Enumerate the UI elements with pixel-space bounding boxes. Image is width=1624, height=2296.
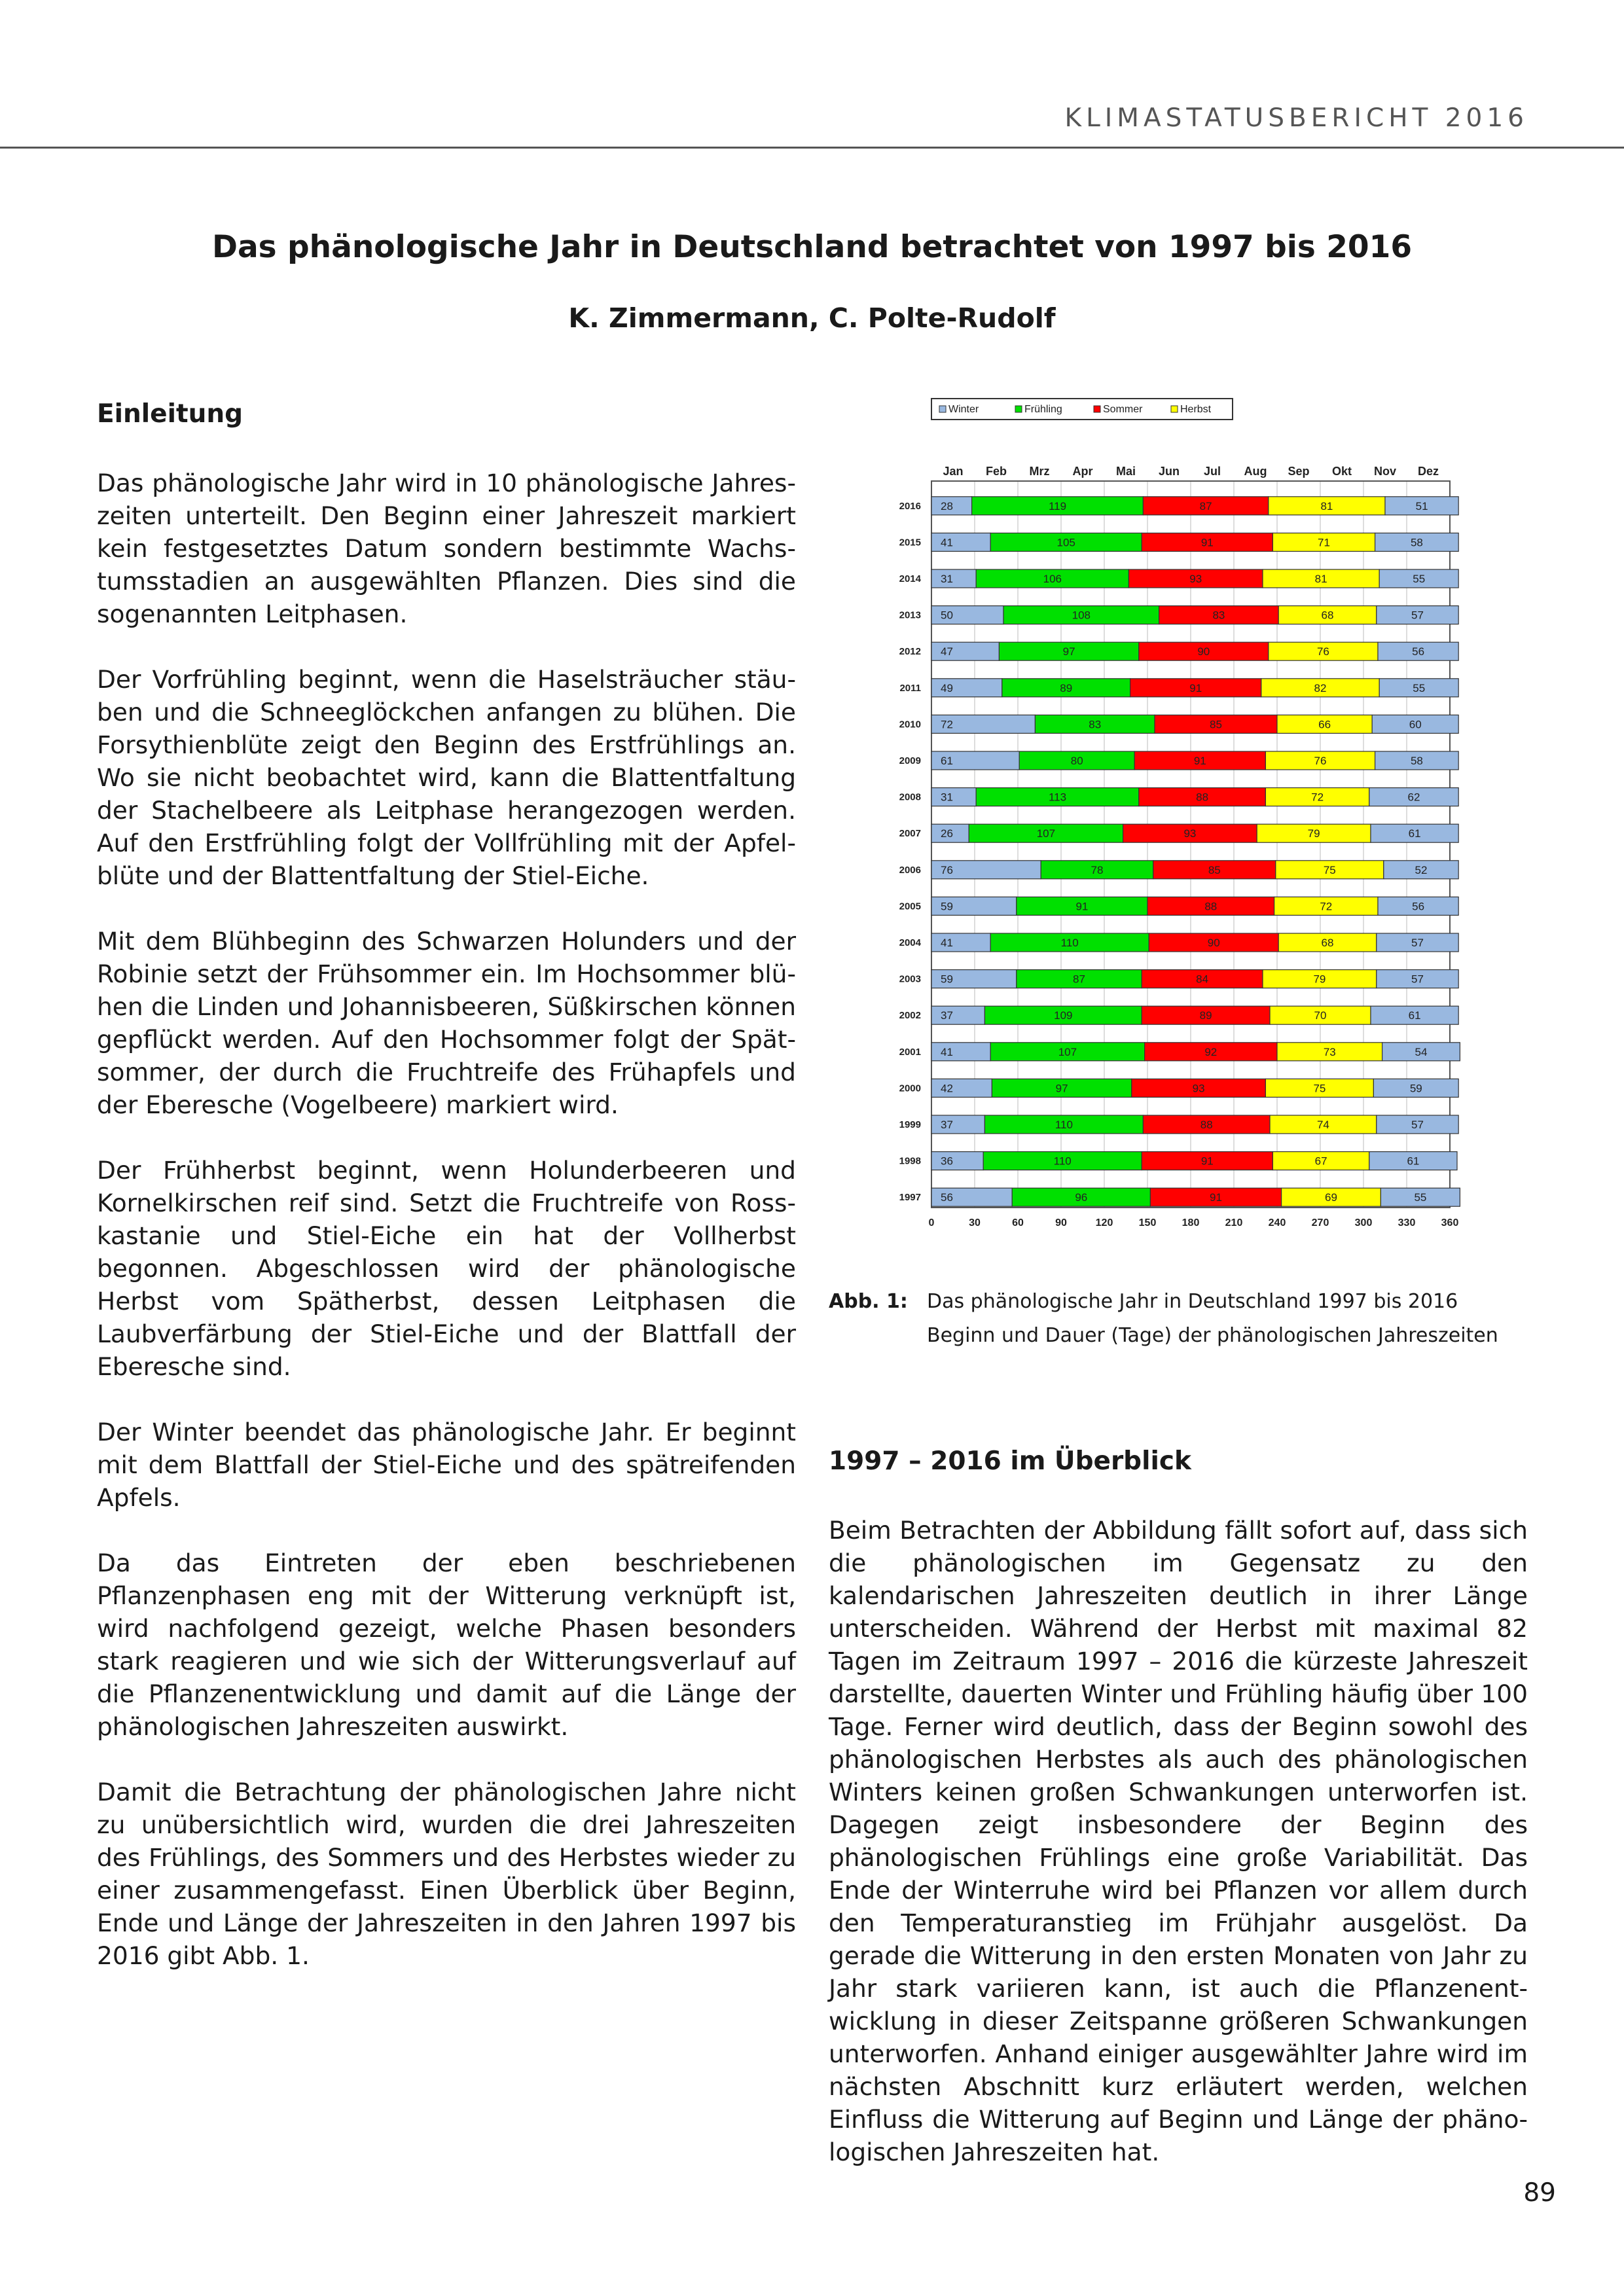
year-label: 2013: [899, 609, 921, 621]
bar-value-label: 109: [1054, 1009, 1073, 1022]
month-label: Mrz: [1029, 465, 1050, 478]
bar-value-label: 72: [941, 718, 953, 731]
bar-value-label: 93: [1183, 827, 1197, 840]
year-label: 2016: [899, 500, 921, 512]
x-tick-label: 30: [969, 1217, 981, 1229]
right-column: [829, 1446, 1528, 2201]
bar-value-label: 72: [1320, 900, 1333, 913]
bar-value-label: 51: [1415, 499, 1428, 512]
bar-value-label: 93: [1189, 573, 1202, 585]
month-label: Jun: [1158, 465, 1180, 478]
paragraph: Der Frühherbst beginnt, wenn Holunderbeeren und Kornelkirschen reif sind. Setzt die Fruchtreife von Rosskastanie und Stiel-Eiche ein hat der Vollherbst begonnen. Abgeschlossen wird der phänologische Herbst vom Spätherbst, dessen Leitphasen die Laubverfärbung der Stiel-Eiche und der Blattfall der Eberesche sind.: [97, 1155, 796, 1381]
bar-value-label: 67: [1314, 1155, 1327, 1168]
bar-value-label: 75: [1313, 1082, 1326, 1095]
bar-value-label: 80: [1070, 755, 1083, 767]
bar-value-label: 79: [1307, 827, 1320, 840]
x-tick-label: 240: [1268, 1217, 1286, 1229]
bar-value-label: 89: [1060, 681, 1073, 694]
bar-value-label: 56: [1412, 900, 1425, 913]
year-label: 2009: [899, 755, 921, 766]
bar-value-label: 113: [1048, 791, 1067, 804]
section-heading-ueberblick: 1997 – 2016 im Überblick: [829, 1446, 1191, 1476]
year-label: 2014: [899, 573, 921, 584]
bar-segment: [931, 788, 976, 806]
bar-value-label: 37: [941, 1009, 953, 1022]
paragraph: Das phänologische Jahr wird in 10 phänologische Jahreszeiten unterteilt. Den Beginn einer Jahreszeit markiert kein festgesetztes Datum sondern bestimmte Wachstumsstadien an ausgewählten Pflanzen. Dies sind die sogenannten Leitphasen.: [97, 468, 796, 628]
x-tick-label: 180: [1182, 1217, 1200, 1229]
x-tick-label: 120: [1095, 1217, 1113, 1229]
bar-value-label: 91: [1193, 755, 1206, 767]
bar-value-label: 61: [1407, 1155, 1420, 1168]
bar-value-label: 108: [1072, 609, 1091, 622]
bar-value-label: 41: [941, 1045, 953, 1058]
bar-value-label: 61: [1408, 827, 1421, 840]
year-label: 2005: [899, 901, 921, 912]
header-rule: [0, 147, 1624, 149]
year-label: 2000: [899, 1083, 921, 1094]
bar-value-label: 47: [941, 645, 953, 658]
bar-value-label: 73: [1323, 1045, 1336, 1058]
bar-segment: [931, 1152, 983, 1170]
bar-value-label: 55: [1413, 681, 1426, 694]
paragraph: Mit dem Blühbeginn des Schwarzen Holunders und der Robinie setzt der Frühsommer ein. Im Hochsommer blühen die Linden und Johannisbeeren, Süßkirschen können gepflückt werden. Auf den Hochsommer folgt der Spätsommer, der durch die Fruchtreife des Frühapfels und der Eberesche (Vogelbeere) markiert wird.: [97, 926, 796, 1119]
year-label: 2015: [899, 537, 921, 548]
bar-value-label: 55: [1413, 573, 1426, 585]
bar-value-label: 88: [1196, 791, 1209, 804]
bar-value-label: 96: [1075, 1191, 1088, 1204]
bar-value-label: 52: [1415, 863, 1428, 876]
bar-value-label: 81: [1314, 573, 1327, 585]
bar-value-label: 61: [941, 755, 953, 767]
year-label: 2003: [899, 973, 921, 985]
month-label: Aug: [1244, 465, 1267, 478]
bar-value-label: 91: [1200, 536, 1214, 549]
bar-value-label: 110: [1060, 937, 1079, 949]
bar-value-label: 59: [941, 973, 953, 986]
legend-swatch: [1171, 406, 1178, 412]
legend-label: Herbst: [1180, 404, 1212, 415]
x-tick-label: 300: [1354, 1217, 1373, 1229]
bar-value-label: 72: [1311, 791, 1324, 804]
bar-value-label: 76: [1314, 755, 1327, 767]
bar-value-label: 75: [1323, 863, 1336, 876]
legend-label: Frühling: [1024, 404, 1062, 415]
phenology-stacked-bar-chart: [838, 389, 1466, 1260]
paragraph: Beim Betrachten der Abbildung fällt sofort auf, dass sich die phänologischen im Gegensatz zu den kalendarischen Jahreszeiten deutlich in ihrer Länge unterscheiden. Während der Herbst mit maximal 82 Tagen im Zeitraum 1997 – 2016 die kürzeste Jahreszeit darstellte, dauerten Winter und Frühling häufig über 100 Tage. Ferner wird deutlich, dass der Beginn sowohl des phänologischen Herbstes als auch des phänologischen Winters keinen großen Schwankungen unterworfen ist. Dagegen zeigt insbesondere der Beginn des phänologischen Frühlings eine große Variabilität. Das Ende der Winterruhe wird bei Pflanzen vor allem durch den Temperaturanstieg im Frühjahr ausgelöst. Da gerade die Witterung in den ersten Monaten von Jahr zu Jahr stark variieren kann, ist auch die Pflanzenentwicklung in dieser Zeitspanne größeren Schwankungen unterworfen. Anhand einiger ausgewählter Jahre wird im nächsten Abschnitt kurz erläutert werden, welchen Einfluss die Witterung auf Beginn und Länge der phänologischen Jahreszeiten hat.: [829, 1515, 1528, 2166]
running-title: KLIMASTATUSBERICHT 2016: [1064, 103, 1528, 133]
bar-value-label: 41: [941, 937, 953, 949]
bar-value-label: 68: [1321, 937, 1334, 949]
bar-value-label: 57: [1411, 609, 1424, 622]
bar-value-label: 55: [1414, 1191, 1427, 1204]
bar-value-label: 56: [941, 1191, 953, 1204]
page-number: 89: [1523, 2178, 1556, 2208]
bar-value-label: 91: [1210, 1191, 1222, 1204]
month-label: Mai: [1115, 465, 1136, 478]
bar-value-label: 59: [1409, 1082, 1422, 1095]
bar-value-label: 56: [1412, 645, 1425, 658]
bar-value-label: 62: [1407, 791, 1420, 804]
bar-value-label: 78: [1091, 863, 1104, 876]
bar-value-label: 90: [1197, 645, 1210, 658]
section-heading-einleitung: Einleitung: [97, 399, 244, 429]
bar-value-label: 59: [941, 900, 953, 913]
x-tick-label: 150: [1138, 1217, 1157, 1229]
year-label: 2004: [899, 937, 921, 948]
bar-value-label: 36: [941, 1155, 953, 1168]
bar-value-label: 89: [1199, 1009, 1212, 1022]
month-label: Jul: [1203, 465, 1221, 478]
bar-value-label: 110: [1055, 1119, 1073, 1131]
month-label: Nov: [1373, 465, 1397, 478]
bar-value-label: 68: [1321, 609, 1334, 622]
bar-value-label: 54: [1415, 1045, 1428, 1058]
caption-line: Beginn und Dauer (Tage) der phänologischen Jahreszeiten: [927, 1324, 1498, 1347]
caption-line: Das phänologische Jahr in Deutschland 1997 bis 2016: [927, 1290, 1458, 1313]
bar-value-label: 60: [1409, 718, 1422, 731]
bar-value-label: 58: [1410, 536, 1423, 549]
x-tick-label: 60: [1012, 1217, 1024, 1229]
bar-value-label: 50: [941, 609, 953, 622]
x-tick-label: 270: [1311, 1217, 1329, 1229]
paragraph: Der Vorfrühling beginnt, wenn die Haselsträucher stäuben und die Schneeglöckchen anfangen zu blühen. Die Forsythienblüte zeigt den Beginn des Erstfrühlings an. Wo sie nicht beobachtet wird, kann die Blattentfaltung der Stachelbeere als Leitphase herangezogen werden. Auf den Erstfrühling folgt der Vollfrühling mit der Apfelblüte und der Blattentfaltung der Stiel-Eiche.: [97, 664, 796, 890]
bar-value-label: 57: [1411, 973, 1424, 986]
bar-value-label: 28: [941, 499, 953, 512]
bar-value-label: 66: [1318, 718, 1331, 731]
caption-label: Abb. 1:: [829, 1290, 908, 1313]
bar-value-label: 88: [1204, 900, 1218, 913]
bar-value-label: 93: [1192, 1082, 1205, 1095]
legend-swatch: [1094, 406, 1100, 412]
bar-segment: [931, 1006, 984, 1024]
legend-swatch: [939, 406, 946, 412]
bar-value-label: 90: [1207, 937, 1220, 949]
year-label: 2012: [899, 646, 921, 658]
bar-value-label: 79: [1313, 973, 1326, 986]
bar-value-label: 97: [1055, 1082, 1068, 1095]
x-tick-label: 210: [1225, 1217, 1243, 1229]
bar-value-label: 58: [1410, 755, 1423, 767]
bar-value-label: 107: [1058, 1045, 1077, 1058]
bar-value-label: 57: [1411, 1119, 1424, 1131]
x-tick-label: 90: [1055, 1217, 1067, 1229]
bar-value-label: 83: [1212, 609, 1225, 622]
bar-value-label: 85: [1208, 863, 1221, 876]
month-label: Jan: [943, 465, 964, 478]
year-label: 2001: [899, 1046, 921, 1058]
bar-value-label: 76: [1316, 645, 1329, 658]
x-tick-label: 330: [1398, 1217, 1416, 1229]
bar-value-label: 82: [1314, 681, 1327, 694]
bar-value-label: 88: [1200, 1119, 1213, 1131]
bar-value-label: 49: [941, 681, 953, 694]
month-label: Sep: [1288, 465, 1310, 478]
bar-value-label: 91: [1200, 1155, 1214, 1168]
month-label: Dez: [1417, 465, 1439, 478]
year-label: 1997: [899, 1192, 921, 1204]
bar-value-label: 119: [1048, 499, 1067, 512]
bar-value-label: 83: [1089, 718, 1102, 731]
bar-value-label: 71: [1318, 536, 1330, 549]
figure-phenology-chart: [838, 389, 1466, 1260]
x-tick-label: 0: [928, 1217, 935, 1229]
paragraph: Da das Eintreten der eben beschriebenen Pflanzenphasen eng mit der Witterung verknüpft ist, wird nachfolgend gezeigt, welche Phasen besonders stark reagieren und wie sich der Witterungsverlauf auf die Pflanzenentwicklung und damit auf die Länge der phänologischen Jahreszeiten auswirkt.: [97, 1548, 796, 1741]
bar-segment: [931, 569, 976, 588]
paragraph: Damit die Betrachtung der phänologischen Jahre nicht zu unübersichtlich wird, wurden die drei Jahreszeiten des Frühlings, des Sommers und des Herbstes wieder zu einer zusammengefasst. Einen Überblick über Beginn, Ende und Länge der Jahreszeiten in den Jahren 1997 bis 2016 gibt Abb. 1.: [97, 1777, 796, 1970]
bar-value-label: 110: [1053, 1155, 1072, 1168]
bar-value-label: 42: [941, 1082, 953, 1095]
article-title: Das phänologische Jahr in Deutschland betrachtet von 1997 bis 2016: [211, 229, 1413, 265]
bar-value-label: 31: [941, 573, 953, 585]
bar-value-label: 91: [1075, 900, 1089, 913]
year-label: 2010: [899, 719, 921, 730]
month-label: Feb: [985, 465, 1007, 478]
bar-value-label: 31: [941, 791, 953, 804]
year-label: 2011: [899, 682, 921, 694]
bar-value-label: 85: [1210, 718, 1222, 731]
legend-label: Sommer: [1103, 404, 1143, 415]
bar-value-label: 61: [1408, 1009, 1421, 1022]
bar-value-label: 87: [1199, 499, 1212, 512]
bar-value-label: 91: [1189, 681, 1202, 694]
month-label: Okt: [1331, 465, 1352, 478]
bar-value-label: 74: [1316, 1119, 1329, 1131]
year-label: 2008: [899, 791, 921, 803]
year-label: 1999: [899, 1119, 921, 1130]
month-label: Apr: [1072, 465, 1093, 478]
bar-value-label: 70: [1314, 1009, 1327, 1022]
legend-swatch: [1015, 406, 1022, 412]
year-label: 2007: [899, 828, 921, 840]
paragraph: Der Winter beendet das phänologische Jahr. Er beginnt mit dem Blattfall der Stiel-Eiche und des spätreifenden Apfels.: [97, 1417, 796, 1512]
bar-value-label: 37: [941, 1119, 953, 1131]
bar-value-label: 76: [941, 863, 953, 876]
bar-value-label: 97: [1062, 645, 1075, 658]
bar-value-label: 107: [1036, 827, 1056, 840]
bar-value-label: 41: [941, 536, 953, 549]
year-label: 2002: [899, 1010, 921, 1022]
bar-value-label: 81: [1320, 499, 1333, 512]
bar-value-label: 87: [1073, 973, 1085, 986]
bar-value-label: 26: [941, 827, 953, 840]
bar-value-label: 105: [1056, 536, 1075, 549]
year-label: 1998: [899, 1155, 921, 1167]
bar-segment: [931, 1115, 984, 1134]
bar-value-label: 69: [1325, 1191, 1337, 1204]
x-tick-label: 360: [1441, 1217, 1459, 1229]
article-authors: K. Zimmermann, C. Polte-Rudolf: [568, 302, 1056, 334]
bar-value-label: 92: [1204, 1045, 1218, 1058]
bar-value-label: 57: [1411, 937, 1424, 949]
year-label: 2006: [899, 864, 921, 876]
bar-value-label: 106: [1043, 573, 1062, 585]
left-column: [97, 399, 796, 2005]
legend-label: Winter: [948, 404, 979, 415]
bar-value-label: 84: [1196, 973, 1209, 986]
